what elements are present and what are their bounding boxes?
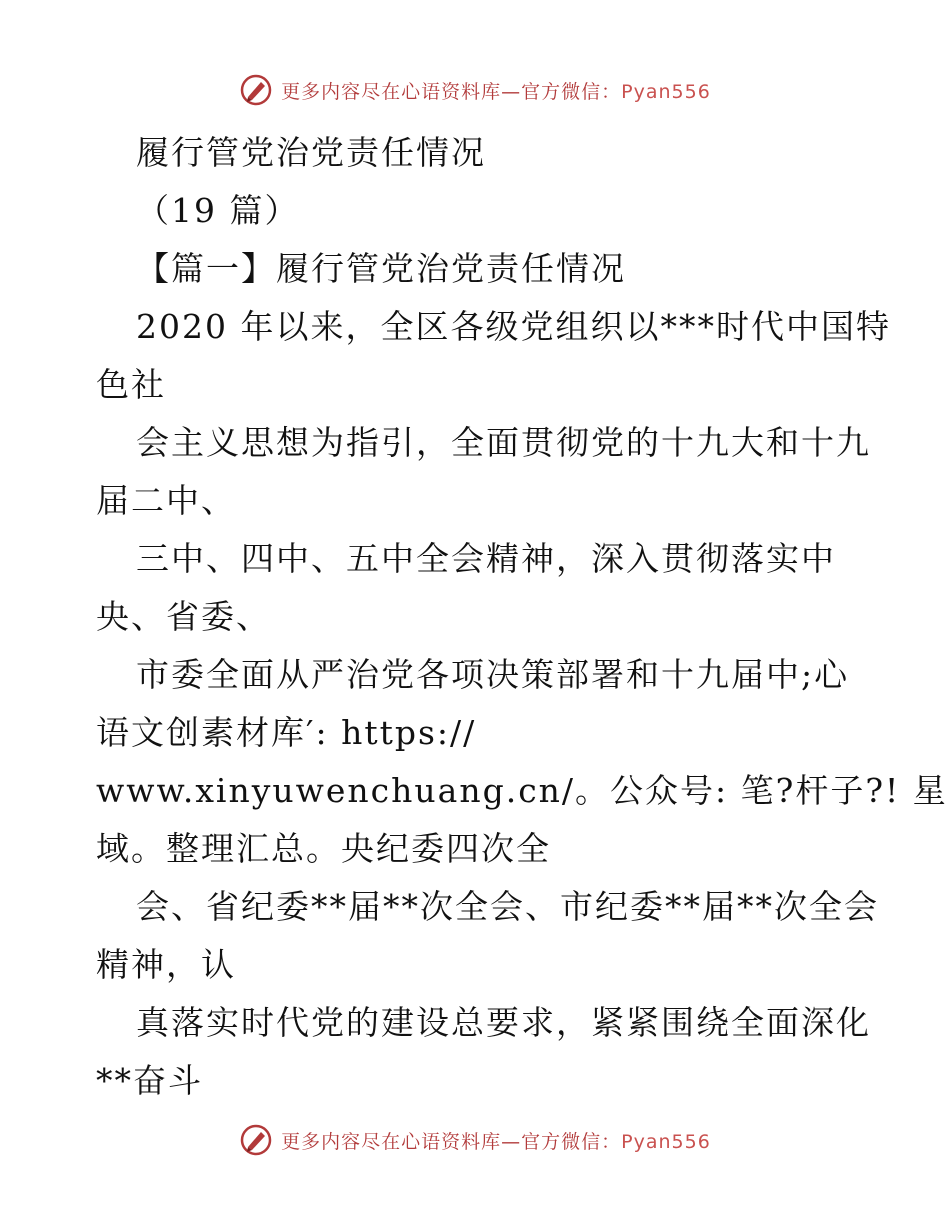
footer-banner bbox=[0, 1120, 950, 1160]
pen-logo-icon bbox=[239, 73, 273, 107]
paragraph-line: www.xinyuwenchuang.cn/。公众号: 笔?杆子?! 星 bbox=[96, 771, 948, 810]
paragraph-line: 2020 年以来，全区各级党组织以***时代中国特 bbox=[136, 307, 891, 346]
document-subtitle: （19 篇） bbox=[136, 191, 300, 230]
paragraph-line: 色社 bbox=[96, 365, 166, 404]
paragraph-line: 届二中、 bbox=[96, 481, 236, 520]
wechat-id: Pyan556 bbox=[621, 80, 711, 103]
paragraph-line: 域。整理汇总。央纪委四次全 bbox=[96, 829, 551, 868]
banner-label: 更多内容尽在心语资料库—官方微信： bbox=[281, 1130, 622, 1153]
paragraph-line: 会主义思想为指引，全面贯彻党的十九大和十九 bbox=[136, 423, 871, 462]
document-body bbox=[96, 124, 948, 1110]
paragraph-line: 市委全面从严治党各项决策部署和十九届中;心 bbox=[136, 655, 850, 694]
paragraph-line: 央、省委、 bbox=[96, 597, 271, 636]
header-banner bbox=[0, 70, 950, 110]
banner-text bbox=[281, 77, 711, 104]
paragraph-line: 语文创素材库′: https:// bbox=[96, 713, 477, 752]
paragraph-line: 会、省纪委**届**次全会、市纪委**届**次全会 bbox=[136, 887, 879, 926]
paragraph-line: 精神，认 bbox=[96, 945, 236, 984]
banner-label: 更多内容尽在心语资料库—官方微信： bbox=[281, 80, 622, 103]
wechat-id: Pyan556 bbox=[621, 1130, 711, 1153]
paragraph-line: 三中、四中、五中全会精神，深入贯彻落实中 bbox=[136, 539, 836, 578]
banner-text bbox=[281, 1127, 711, 1154]
document-title: 履行管党治党责任情况 bbox=[136, 133, 486, 172]
section-heading: 【篇一】履行管党治党责任情况 bbox=[136, 249, 626, 288]
paragraph-line: **奋斗 bbox=[96, 1061, 203, 1100]
paragraph-line: 真落实时代党的建设总要求，紧紧围绕全面深化 bbox=[136, 1003, 871, 1042]
pen-logo-icon bbox=[239, 1123, 273, 1157]
